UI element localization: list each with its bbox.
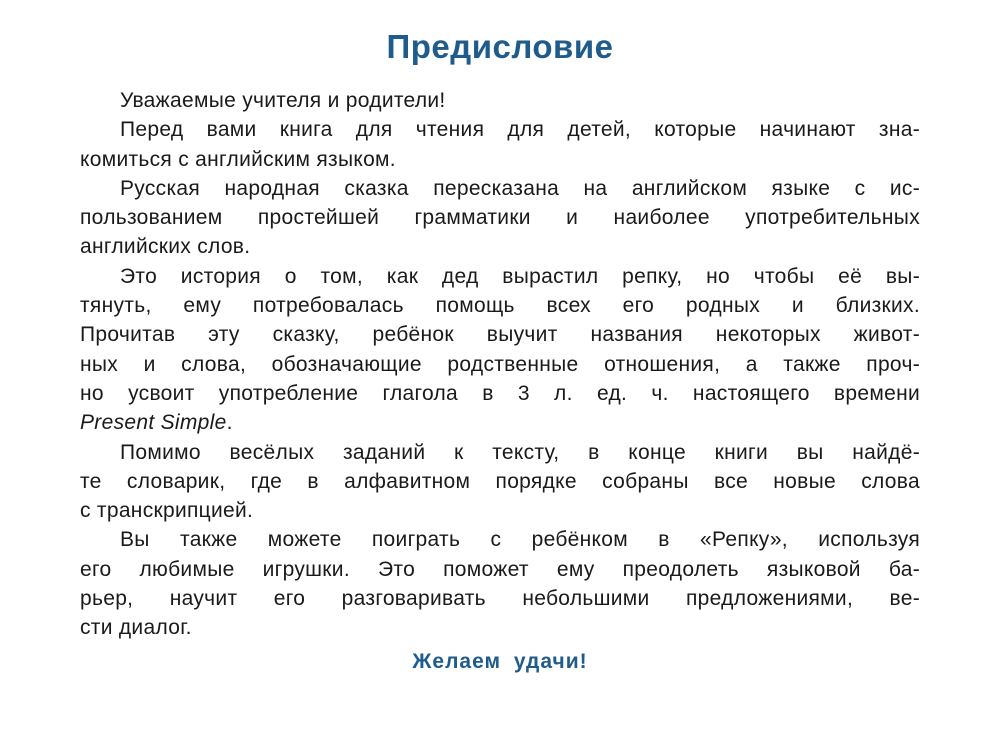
text-line: Прочитав эту сказку, ребёнок выучит названия некоторых живот-	[80, 323, 920, 347]
page-title: Предисловие	[386, 28, 614, 65]
text-line: его любимые игрушки. Это поможет ему преодолеть языковой ба-	[80, 557, 920, 581]
text-line: комиться с английским языком.	[80, 147, 396, 171]
text-line: английских слов.	[80, 235, 251, 259]
text-line: тянуть, ему потребовалась помощь всех его родных и близких.	[80, 294, 920, 318]
closing-wish: Желаем удачи!	[412, 650, 588, 673]
text-line: Помимо весёлых заданий к тексту, в конце книги вы найдё-	[120, 440, 920, 464]
text-line: ных и слова, обозначающие родственные отношения, а также проч-	[80, 352, 920, 376]
present-simple-term: Present Simple	[80, 411, 227, 435]
text-line: Это история о том, как дед вырастил репку, но чтобы её вы-	[120, 264, 920, 288]
sentence-period: .	[226, 411, 233, 435]
text-line: сти диалог.	[80, 616, 192, 640]
text-line: те словарик, где в алфавитном порядке собраны все новые слова	[80, 469, 920, 493]
text-line: Уважаемые учителя и родители!	[120, 89, 446, 112]
text-line	[80, 408, 920, 437]
text-line: Русская народная сказка пересказана на английском языке с ис-	[120, 176, 920, 200]
text-line: Перед вами книга для чтения для детей, которые начинают зна-	[120, 118, 920, 142]
text-line: рьер, научит его разговаривать небольшими предложениями, ве-	[80, 587, 920, 611]
preface-body	[80, 86, 920, 643]
text-line: пользованием простейшей грамматики и наиболее употребительных	[80, 206, 920, 230]
text-line: Вы также можете поиграть с ребёнком в «Репку», используя	[120, 528, 920, 552]
text-line: но усвоит употребление глагола в 3 л. ед. ч. настоящего времени	[80, 381, 920, 405]
text-line: с транскрипцией.	[80, 499, 254, 523]
